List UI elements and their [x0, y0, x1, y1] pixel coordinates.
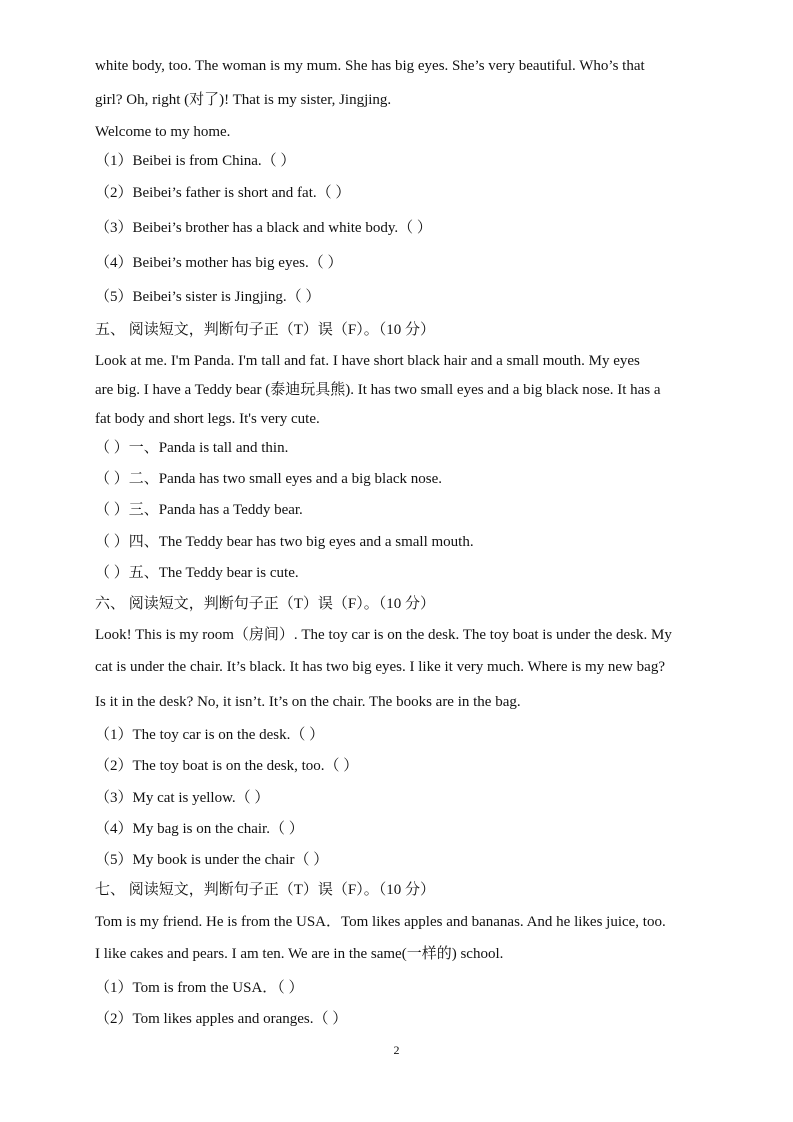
question-item: （2）Tom likes apples and oranges.（ ） — [95, 1011, 348, 1027]
question-item: （ ）一、Panda is tall and thin. — [95, 440, 289, 456]
question-item: （1）Tom is from the USA．（ ） — [95, 980, 304, 996]
question-item: （2）The toy boat is on the desk, too.（ ） — [95, 758, 359, 774]
question-item: （ ）四、The Teddy bear has two big eyes and a small mouth. — [95, 534, 474, 550]
question-item: （3）Beibei’s brother has a black and white body.（ ） — [95, 220, 432, 236]
question-item: （4）My bag is on the chair.（ ） — [95, 821, 304, 837]
question-item: （ ）三、Panda has a Teddy bear. — [95, 502, 303, 518]
page-number: 2 — [393, 1043, 400, 1057]
text-line: Is it in the desk? No, it isn’t. It’s on the chair. The books are in the bag. — [95, 694, 521, 710]
text-line: Welcome to my home. — [95, 124, 231, 140]
text-line: fat body and short legs. It's very cute. — [95, 411, 320, 427]
section-heading: 七、 阅读短文，判断句子正（T）误（F）。（10 分） — [95, 882, 436, 898]
question-item: （3）My cat is yellow.（ ） — [95, 790, 270, 806]
text-line: Look! This is my room（房间）. The toy car is on the desk. The toy boat is under the desk. My — [95, 627, 672, 643]
text-line: I like cakes and pears. I am ten. We are in the same(一样的) school. — [95, 946, 504, 962]
text-line: are big. I have a Teddy bear (泰迪玩具熊). It has two small eyes and a big black nose. It has a — [95, 382, 661, 398]
question-item: （5）Beibei’s sister is Jingjing.（ ） — [95, 289, 321, 305]
question-item: （ ）二、Panda has two small eyes and a big black nose. — [95, 471, 443, 487]
text-line: girl? Oh, right (对了)! That is my sister, Jingjing. — [95, 92, 392, 108]
question-item: （5）My book is under the chair（ ） — [95, 852, 329, 868]
question-item: （4）Beibei’s mother has big eyes.（ ） — [95, 255, 343, 271]
question-item: （2）Beibei’s father is short and fat.（ ） — [95, 185, 351, 201]
question-item: （1）Beibei is from China.（ ） — [95, 153, 296, 169]
text-line: white body, too. The woman is my mum. She has big eyes. She’s very beautiful. Who’s that — [95, 58, 645, 74]
question-item: （1）The toy car is on the desk.（ ） — [95, 727, 325, 743]
text-line: cat is under the chair. It’s black. It has two big eyes. I like it very much. Where is my new bag? — [95, 659, 665, 675]
text-line: Look at me. I'm Panda. I'm tall and fat. I have short black hair and a small mouth. My eyes — [95, 353, 640, 369]
text-line: Tom is my friend. He is from the USA．Tom likes apples and bananas. And he likes juice, too. — [95, 914, 666, 930]
section-heading: 五、 阅读短文，判断句子正（T）误（F）。（10 分） — [95, 322, 436, 338]
question-item: （ ）五、The Teddy bear is cute. — [95, 565, 299, 581]
section-heading: 六、 阅读短文，判断句子正（T）误（F）。（10 分） — [95, 596, 436, 612]
